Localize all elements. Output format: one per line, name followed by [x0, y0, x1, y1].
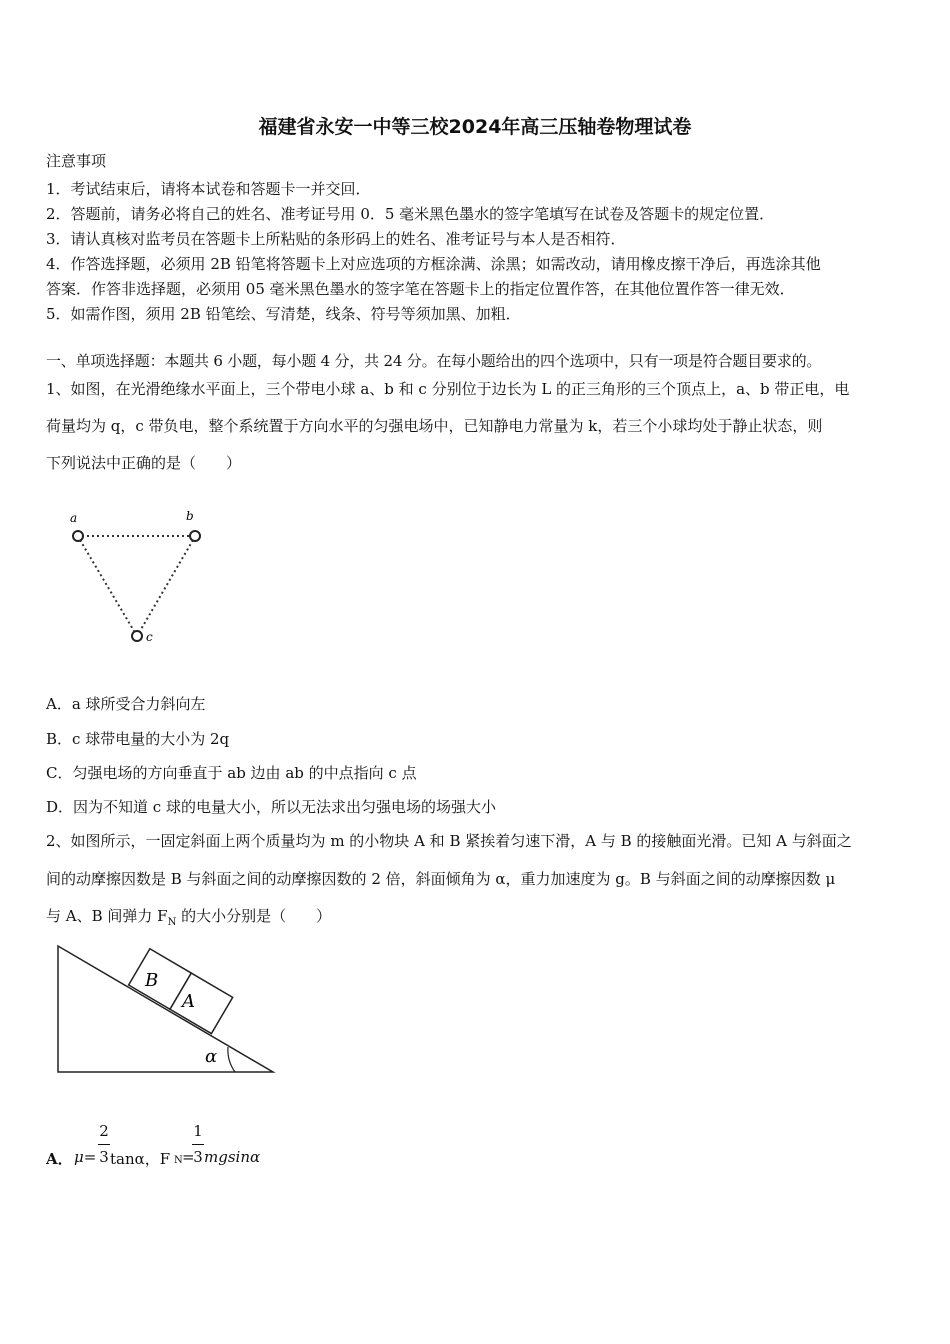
note-item: 4．作答选择题，必须用 2B 铅笔将答题卡上对应选项的方框涂满、涂黑；如需改动，请用橡皮擦干净后，再选涂其他 — [46, 255, 821, 273]
page-title: 福建省永安一中等三校2024年高三压轴卷物理试卷 — [258, 116, 692, 138]
question-1-line: 下列说法中正确的是（ ） — [46, 454, 242, 472]
question-2-line: 2、如图所示，一固定斜面上两个质量均为 m 的小物块 A 和 B 紧挨着匀速下滑，A 与 B 的接触面光滑。已知 A 与斜面之 — [46, 832, 852, 850]
incline-blocks-figure — [55, 943, 280, 1078]
note-item: 2．答题前，请务必将自己的姓名、准考证号用 0．5 毫米黑色墨水的签字笔填写在试卷及答题卡的规定位置． — [46, 205, 775, 223]
q1-option-d[interactable]: D．因为不知道 c 球的电量大小，所以无法求出匀强电场的场强大小 — [46, 798, 496, 816]
label-block-a: A — [182, 991, 195, 1012]
label-a: a — [70, 511, 78, 525]
note-item: 答案．作答非选择题，必须用 05 毫米黑色墨水的签字笔在答题卡上的指定位置作答，在其他位置作答一律无效． — [46, 280, 795, 298]
label-alpha: α — [205, 1046, 218, 1067]
side-ac — [80, 540, 134, 631]
triangle-charges-figure — [60, 505, 210, 650]
q1-option-b[interactable]: B．c 球带电量的大小为 2q — [46, 730, 230, 748]
q1-option-a[interactable]: A．a 球所受合力斜向左 — [46, 695, 206, 713]
notes-heading: 注意事项 — [46, 152, 107, 170]
ball-c — [132, 631, 142, 641]
label-b: b — [186, 509, 194, 523]
question-1-line: 1、如图，在光滑绝缘水平面上，三个带电小球 a、b 和 c 分别位于边长为 L 的正三角形的三个顶点上，a、b 带正电，电 — [46, 380, 850, 398]
ball-b — [190, 531, 200, 541]
question-2-line-3: 与 A、B 间弹力 $F_N$ 的大小分别是（ ） — [46, 907, 332, 928]
section-heading: 一、单项选择题：本题共 6 小题，每小题 4 分，共 24 分。在每小题给出的四个选项中，只有一项是符合题目要求的。 — [46, 352, 822, 370]
angle-arc — [228, 1047, 235, 1072]
question-2-line: 间的动摩擦因数是 B 与斜面之间的动摩擦因数的 2 倍，斜面倾角为 α，重力加速度为 g。B 与斜面之间的动摩擦因数 μ — [46, 870, 836, 888]
label-block-b: B — [145, 970, 159, 991]
note-item: 1．考试结束后，请将本试卷和答题卡一并交回． — [46, 180, 371, 198]
note-item: 5．如需作图，须用 2B 铅笔绘、写清楚，线条、符号等须加黑、加粗． — [46, 305, 521, 323]
side-bc — [140, 540, 193, 631]
ball-a — [73, 531, 83, 541]
label-c: c — [146, 630, 153, 644]
note-item: 3．请认真核对监考员在答题卡上所粘贴的条形码上的姓名、准考证号与本人是否相符． — [46, 230, 626, 248]
question-1-line: 荷量均为 q，c 带负电，整个系统置于方向水平的匀强电场中，已知静电力常量为 k，若三个小球均处于静止状态，则 — [46, 417, 823, 435]
q1-option-c[interactable]: C．匀强电场的方向垂直于 ab 边由 ab 的中点指向 c 点 — [46, 764, 417, 782]
